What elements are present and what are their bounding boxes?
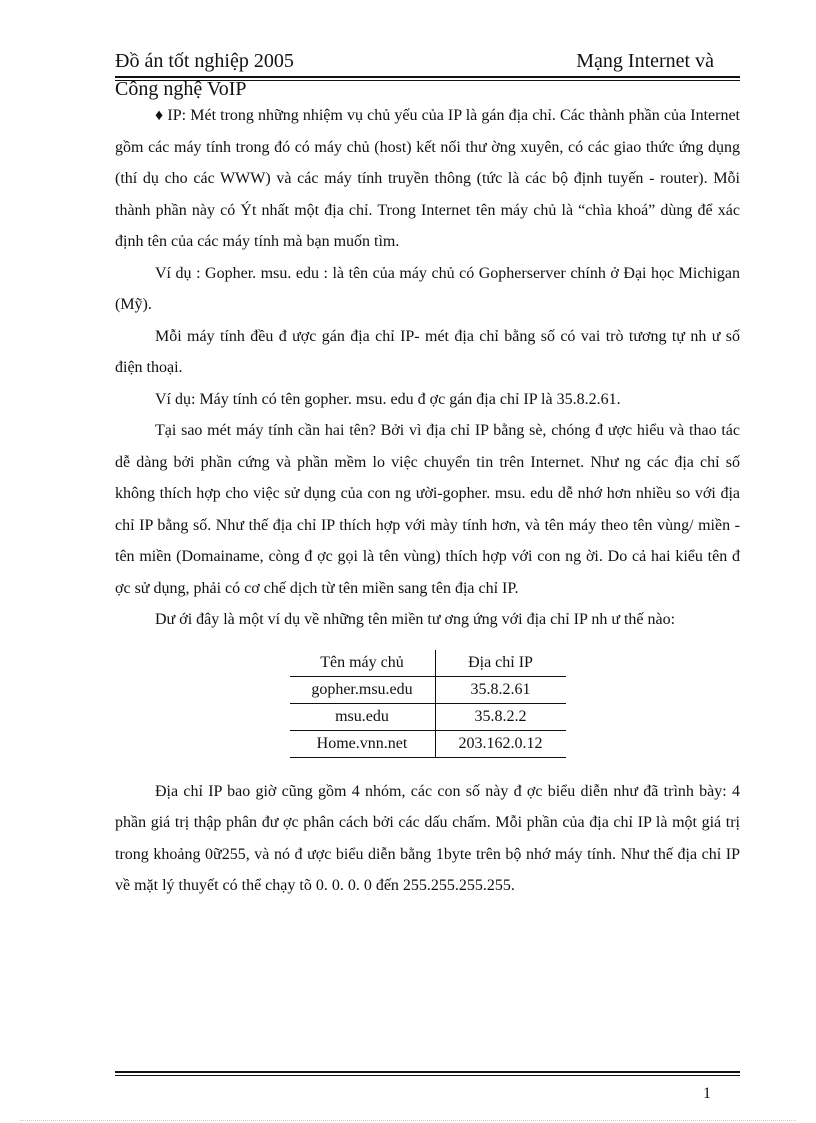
header-continuation: Công nghệ VoIP — [115, 78, 247, 100]
table-cell-hostname: gopher.msu.edu — [290, 676, 436, 703]
paragraph-ip-definition: ♦ IP: Mét trong những nhiệm vụ chủ yếu của IP là gán địa chỉ. Các thành phần của Internet gồm các máy tính trong đó có máy chủ (host) kết nối thư ờng xuyên, có các giao thức ứng dụng (thí dụ cho các WWW) và các máy tính truyền thông (tức là các bộ định tuyến - router). Mỗi thành phần này có Ýt nhất một địa chỉ. Trong Internet tên máy chủ là “chìa khoá” dùng để xác định tên của các máy tính mà bạn muốn tìm. — [115, 107, 740, 250]
table-cell-hostname: msu.edu — [290, 703, 436, 730]
footer-rule-thin — [115, 1075, 740, 1076]
paragraph-table-intro: Dư ới đây là một ví dụ về những tên miền tư ơng ứng với địa chỉ IP nh ư thế nào: — [155, 611, 676, 628]
table-cell-hostname: Home.vnn.net — [290, 730, 436, 757]
table-row — [290, 703, 566, 730]
paragraph-two-names: Tại sao mét máy tính cần hai tên? Bởi vì địa chỉ IP bằng sè, chóng đ ược hiểu và thao tác dễ dàng bởi phần cứng và phần mềm lo việc chuyển tin trên Internet. Như ng các địa chỉ số không thích hợp cho việc sử dụng của con ng ười-gopher. msu. edu dễ nhớ hơn nhiều so với địa chỉ IP bằng số. Như thế địa chỉ IP thích hợp với mày tính hơn, và tên máy theo tên vùng/ miền - tên miền (Domainame, còng đ ợc gọi là tên vùng) thích hợp với con ng ời. Do cả hai kiểu tên đ ợc sử dụng, phải có cơ chế dịch từ tên miền sang tên địa chỉ IP. — [115, 422, 740, 597]
table-cell-ip: 35.8.2.2 — [474, 707, 527, 725]
header-right-text: Mạng Internet và — [576, 50, 714, 72]
table-header-ip: Địa chỉ IP — [468, 653, 533, 671]
page-number: 1 — [703, 1085, 711, 1102]
page-edge-divider — [20, 1120, 796, 1121]
header-left-text: Đồ án tốt nghiệp 2005 — [115, 50, 294, 72]
footer-rule — [115, 1071, 740, 1073]
page-header — [115, 50, 740, 76]
table-row — [290, 730, 566, 757]
table-row — [290, 676, 566, 703]
table-cell-ip: 35.8.2.61 — [470, 680, 531, 698]
hostname-ip-table — [290, 650, 566, 758]
paragraph-ip-format: Địa chỉ IP bao giờ cũng gồm 4 nhóm, các con số này đ ợc biểu diễn như đã trình bày: 4 phần giá trị thập phân đư ợc phân cách bởi các dấu chấm. Mỗi phần của địa chỉ IP là một giá trị trong khoảng 0ữ255, và nó đ ược biểu diễn bằng 1byte trên bộ nhớ máy tính. Như thế địa chỉ IP về mặt lý thuyết có thể chạy tõ 0. 0. 0. 0 đến 255.255.255.255. — [115, 782, 740, 894]
paragraph-example-gopher: Ví dụ : Gopher. msu. edu : là tên của máy chủ có Gopherserver chính ở Đại học Michigan (Mỹ). — [115, 264, 740, 313]
table-header-hostname: Tên máy chủ — [290, 650, 436, 677]
table-cell-ip: 203.162.0.12 — [458, 734, 543, 752]
table-container — [115, 650, 740, 758]
table-header-row — [290, 650, 566, 677]
document-body — [115, 100, 740, 902]
paragraph-ip-assignment: Mỗi máy tính đều đ ược gán địa chỉ IP- mét địa chỉ bằng số có vai trò tương tự nh ư số điện thoại. — [115, 327, 740, 376]
paragraph-example-ip: Ví dụ: Máy tính có tên gopher. msu. edu đ ợc gán địa chỉ IP là 35.8.2.61. — [155, 390, 621, 408]
